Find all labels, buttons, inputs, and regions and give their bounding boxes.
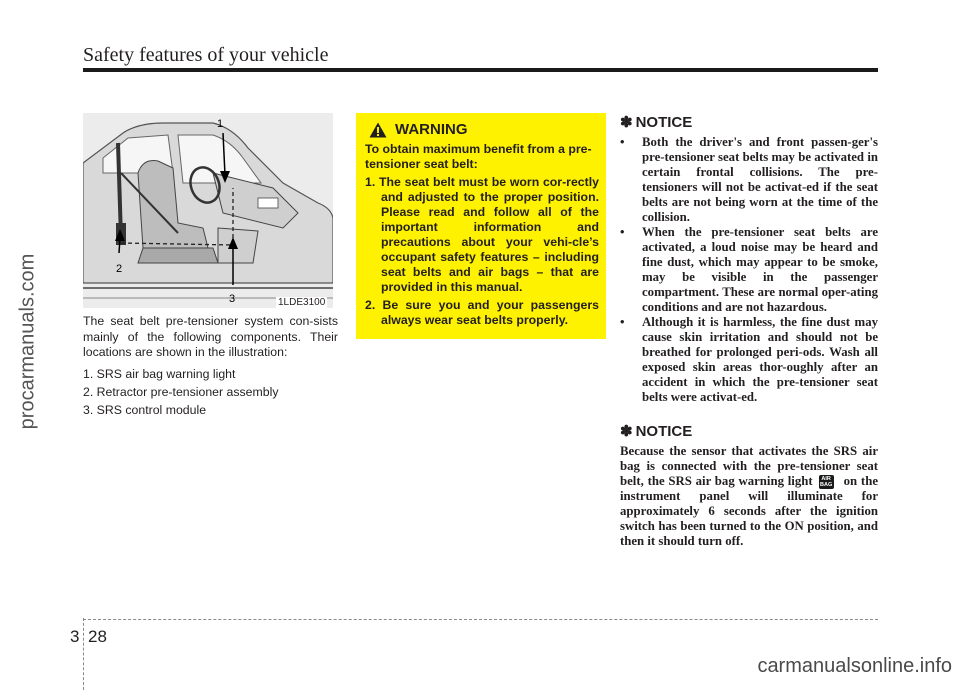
page-number: 28 [88, 627, 107, 646]
notice-heading [620, 113, 878, 131]
warning-list [365, 175, 599, 328]
notice-asterisk-icon: ✽ [620, 114, 633, 131]
notice-item: • Although it is harmless, the fine dust may cause skin irritation and should not be breathed for prolonged peri-ods. Wash all exposed skin areas thor-oughly after an accident in which the pre-tensioner seat belts were activat-ed. [620, 315, 878, 404]
notice-paragraph: Because the sensor that activates the SRS air bag is connected with the pre-tensioner seat belt, the SRS air bag warning light AIR BAG on the instrument panel will illuminate for approximately 6 seconds after the ignition switch has been turned to the ON position, and then it should turn off. [620, 444, 878, 549]
warning-header [365, 121, 599, 138]
component-item: 2. Retractor pre-tensioner assembly [83, 384, 279, 399]
side-watermark: procarmanuals.com [16, 253, 39, 430]
footer-rule [83, 619, 878, 620]
callout-2: 2 [116, 263, 123, 275]
component-list [83, 367, 338, 418]
notice-title: NOTICE [635, 422, 693, 440]
callout-1: 1 [217, 118, 224, 130]
bullet-icon: • [620, 225, 625, 239]
intro-paragraph: The seat belt pre-tensioner system con-sists mainly of the following components. Their locations are shown in the illustration: [83, 314, 338, 359]
callout-3: 3 [229, 293, 236, 305]
notice-asterisk-icon: ✽ [620, 423, 633, 440]
component-item: 1. SRS air bag warning light [83, 366, 236, 381]
bottom-watermark: carmanualsonline.info [757, 655, 952, 677]
warning-item: 2. Be sure you and your passengers always wear seat belts properly. [365, 298, 599, 327]
seat-belt-illustration [83, 113, 333, 308]
warning-title: WARNING [395, 121, 468, 138]
left-column-text [83, 314, 338, 421]
warning-box [356, 113, 606, 339]
notice-list [620, 135, 878, 405]
component-item: 3. SRS control module [83, 402, 207, 417]
notice-item: • Both the driver's and front passen-ger's pre-tensioner seat belts may be activated in certain frontal collisions. The pre-tensioners will not be activat-ed if the seat belts are not being worn at the time of the collision. [620, 135, 878, 224]
airbag-warning-icon: AIR BAG [820, 476, 833, 489]
bullet-icon: • [620, 135, 625, 149]
warning-triangle-icon [369, 122, 387, 138]
notice-item: • When the pre-tensioner seat belts are activated, a loud noise may be heard and fine dust, which may appear to be smoke, may be visible in the passenger compartment. These are normal oper-ating conditions and are not hazardous. [620, 225, 878, 314]
chapter-number: 3 [70, 627, 80, 646]
page-header-title: Safety features of your vehicle [83, 44, 329, 66]
illustration-code: 1LDE3100 [278, 297, 326, 308]
bullet-icon: • [620, 315, 625, 329]
notice-heading [620, 422, 878, 440]
notice-section-2 [620, 422, 878, 549]
notice-title: NOTICE [635, 113, 693, 131]
notice-column [620, 113, 878, 549]
warning-intro: To obtain maximum benefit from a pre-tensioner seat belt: [365, 142, 592, 171]
header-rule [83, 68, 878, 72]
warning-item: 1. The seat belt must be worn cor-rectly and adjusted to the proper position. Please read and follow all of the important information and precautions about your vehi-cle’s occupant safety features – including seat belts and air bags – that are provided in this manual. [365, 175, 599, 294]
footer-divider [83, 618, 84, 690]
